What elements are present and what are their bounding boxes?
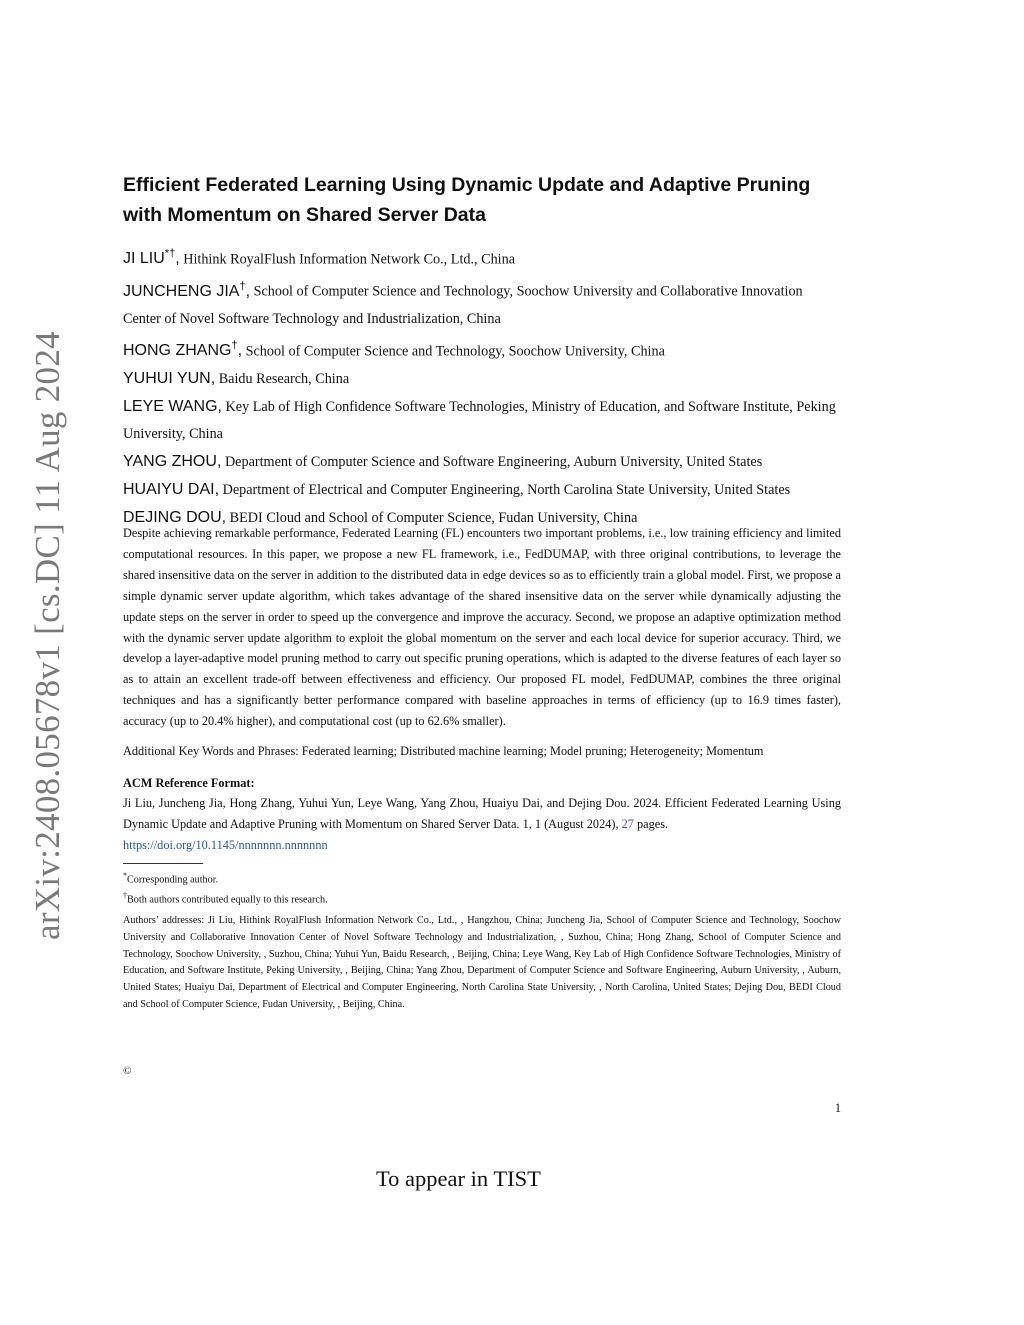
author-affiliation: Baidu Research, China bbox=[218, 370, 350, 387]
author-entry bbox=[123, 333, 841, 365]
publication-note: To appear in TIST bbox=[376, 1166, 541, 1191]
author-addresses: Authors’ addresses: Ji Liu, Hithink RoyalFlush Information Network Co., Ltd., , Hangzhou, China; Juncheng Jia, School of Computer Science and Technology, Soochow University and Collaborative Innovation Center of Novel Software Technology and Industrialization, , Suzhou, China; Hong Zhang, School of Computer Science and Technology, Soochow University, , Suzhou, China; Yuhui Yun, Baidu Research, , Beijing, China; Leye Wang, Key Lab of High Confidence Software Technologies, Ministry of Education, and Software Institute, Peking University, , Beijing, China; Yang Zhou, Department of Computer Science and Software Engineering, Auburn University, , Auburn, United States; Huaiyu Dai, Department of Electrical and Computer Engineering, North Carolina State University, , North Carolina, United States; Dejing Dou, BEDI Cloud and School of Computer Science, Fudan University, , Beijing, China. bbox=[123, 915, 841, 1010]
author-name: DEJING DOU, bbox=[123, 508, 227, 526]
author-marks: *† bbox=[164, 248, 176, 260]
author-name: JUNCHENG JIA†, bbox=[123, 280, 251, 300]
author-entry bbox=[123, 365, 841, 393]
footnote: *Corresponding author. bbox=[123, 871, 219, 886]
author-affiliation: Department of Electrical and Computer Engineering, North Carolina State University, United States bbox=[222, 481, 791, 498]
page-number: 1 bbox=[834, 1101, 841, 1115]
author-entry bbox=[123, 448, 841, 476]
author-name: YANG ZHOU, bbox=[123, 452, 222, 470]
author-affiliation: Hithink RoyalFlush Information Network Co., Ltd., China bbox=[183, 251, 516, 268]
acm-reference bbox=[123, 793, 841, 856]
page-count-link[interactable]: 27 bbox=[621, 817, 634, 831]
author-name: HUAIYU DAI, bbox=[123, 480, 220, 498]
author-entry bbox=[123, 273, 841, 332]
paper-title: Efficient Federated Learning Using Dynamic Update and Adaptive Pruning with Momentum on Shared Server Data bbox=[123, 174, 811, 226]
footnote-mark: † bbox=[123, 890, 127, 900]
author-name: YUHUI YUN, bbox=[123, 369, 216, 387]
abstract: Despite achieving remarkable performance, Federated Learning (FL) encounters two important problems, i.e., low training efficiency and limited computational resources. In this paper, we propose a new FL framework, i.e., FedDUMAP, with three original contributions, to leverage the shared insensitive data on the server in addition to the distributed data in edge devices so as to efficiently train a global model. First, we propose a simple dynamic server update algorithm, which takes advantage of the shared insensitive data on the server while dynamically adjusting the update steps on the server in order to speed up the convergence and improve the accuracy. Second, we propose an adaptive optimization method with the dynamic server update algorithm to exploit the global momentum on the server and each local device for superior accuracy. Third, we develop a layer-adaptive model pruning method to carry out specific pruning operations, which is adapted to the diverse features of each layer so as to attain an excellent trade-off between effectiveness and efficiency. Our proposed FL model, FedDUMAP, combines the three original techniques and has a significantly better performance compared with baseline approaches in terms of efficiency (up to 16.9 times faster), accuracy (up to 20.4% higher), and computational cost (up to 62.6% smaller). bbox=[123, 526, 841, 729]
author-name: JI LIU*†, bbox=[123, 248, 180, 268]
author-affiliation: BEDI Cloud and School of Computer Science, Fudan University, China bbox=[229, 509, 638, 526]
author-entry bbox=[123, 476, 841, 504]
author-name: HONG ZHANG†, bbox=[123, 339, 243, 359]
doi-link[interactable]: https://doi.org/10.1145/nnnnnnn.nnnnnnn bbox=[123, 838, 328, 852]
keywords: Additional Key Words and Phrases: Federated learning; Distributed machine learning; Model pruning; Heterogeneity; Momentum bbox=[123, 744, 764, 758]
copyright-symbol: © bbox=[123, 1065, 132, 1077]
arxiv-identifier[interactable]: arXiv:2408.05678v1 [cs.DC] 11 Aug 2024 bbox=[28, 331, 67, 940]
acm-reference-text: Ji Liu, Juncheng Jia, Hong Zhang, Yuhui Yun, Leye Wang, Yang Zhou, Huaiyu Dai, and Dejing Dou. 2024. Efficient Federated Learning Using Dynamic Update and Adaptive Pruning with Momentum on Shared Server Data. 1, 1 (August 2024), bbox=[123, 796, 841, 831]
pages-word: pages. bbox=[633, 817, 669, 831]
author-affiliation: Key Lab of High Confidence Software Technologies, Ministry of Education, and Software Institute, Peking University, China bbox=[123, 398, 836, 442]
author-entry bbox=[123, 393, 841, 448]
author-entry bbox=[123, 241, 841, 273]
footnote-divider bbox=[123, 863, 203, 864]
author-list bbox=[123, 241, 841, 532]
author-affiliation: School of Computer Science and Technology, Soochow University, China bbox=[245, 342, 665, 359]
footnote-mark: * bbox=[123, 871, 127, 880]
author-affiliation: School of Computer Science and Technology, Soochow University and Collaborative Innovation Center of Novel Software Technology and Industrialization, China bbox=[123, 283, 803, 327]
author-marks: † bbox=[231, 339, 238, 352]
author-affiliation: Department of Computer Science and Software Engineering, Auburn University, United States bbox=[224, 453, 763, 470]
footnote: †Both authors contributed equally to this research. bbox=[123, 890, 328, 906]
author-marks: † bbox=[239, 280, 246, 293]
footnotes bbox=[123, 868, 328, 908]
author-name: LEYE WANG, bbox=[123, 397, 222, 415]
acm-reference-heading: ACM Reference Format: bbox=[123, 776, 255, 790]
